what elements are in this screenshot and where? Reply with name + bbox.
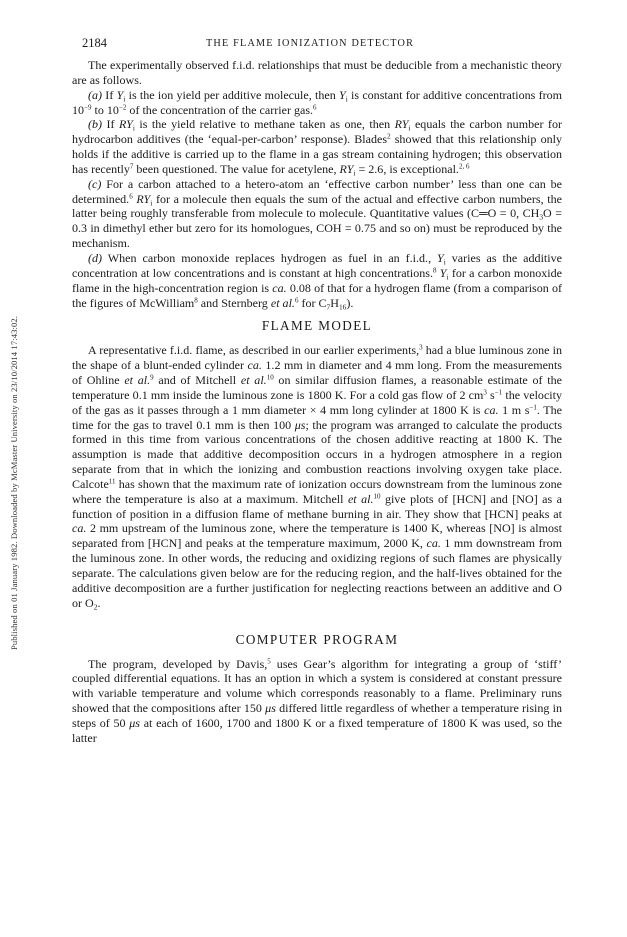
running-title: THE FLAME IONIZATION DETECTOR <box>206 38 415 49</box>
section-heading-flame-model: FLAME MODEL <box>261 318 373 334</box>
paragraph-b: (b) If $RY_i$ is the yield relative to methane taken as one, then $RY_i$ equals the carbon number for hydrocarbon additives (the ‘equal-per-carbon’ response). Blades$^2$ showed that this relationship only holds if the additive is carried up to the flame in a gas stream containing hydrogen; this observation has recently$^7$ been questioned. The value for acetylene, $RY_i = 2.6$, is exceptional.$^{2, 6}$ <box>72 117 562 178</box>
journal-page <box>72 36 562 746</box>
computer-program-paragraph: The program, developed by Davis,$^5$ uses Gear’s algorithm for integrating a group of ‘stiff’ coupled differential equations. It has an option in which a system is considered at constant pressure with variable temperature and volume which corresponds reasonably to a flame. Preliminary runs showed that the compositions after 150 μs differed little regardless of whether a temperature rising in steps of 50 μs at each of 1600, 1700 and 1800 K or a fixed temperature of 1800 K was used, so the latter <box>72 656 562 745</box>
flame-model-paragraph: A representative f.i.d. flame, as described in our earlier experiments,$^3$ had a blue luminous zone in the shape of a blunt-ended cylinder ca. 1.2 mm in diameter and 4 mm long. From the measurements of Ohline et al.$^9$ and of Mitchell et al.$^{10}$ on similar diffusion flames, a reasonable estimate of the temperature 0.1 mm inside the luminous zone is 1800 K. For a cold gas flow of 2 $cm^3$ $s^{-1}$ the velocity of the gas as it passes through a 1 mm diameter × 4 mm long cylinder at 1800 K is ca. 1 m $s^{-1}$. The time for the gas to travel 0.1 mm is then 100 μs; the program was arranged to calculate the products formed in this time from various concentrations of the chosen additive reacting at 1800 K. The assumption is made that additive decomposition occurs in a hydrogen atmosphere in a region separate from that in which the ionizing and combustion reactions involving oxygen take place. Calcote$^{11}$ has shown that the maximum rate of ionization occurs downstream from the luminous zone where the temperature is also at a maximum. Mitchell et al.$^{10}$ give plots of [HCN] and [NO] as a function of position in a diffusion flame of methane burning in air. They show that [HCN] peaks at ca. 2 mm upstream of the luminous zone, where the temperature is 1400 K, whereas [NO] is almost separated from [HCN] and peaks at the temperature maximum, 2000 K, ca. 1 mm downstream from the luminous zone. In other words, the reducing and oxidizing regions of such flames are physically separate. The calculations given below are for the reducing region, and the half-lives obtained for the additive decomposition are a further justification for neglecting reactions between an additive and O or $O_2$. <box>72 343 563 612</box>
paragraph-d: (d) When carbon monoxide replaces hydrogen as fuel in an f.i.d., $Y_i$ varies as the additive concentration at low concentrations and is constant at high concentrations.$^8$ $Y_i$ for a carbon monoxide flame in the high-concentration region is ca. 0.08 of that for a hydrogen flame (from a comparison of the figures of McWilliam$^8$ and Sternberg et al.$^6$ for $C_7H_{16}$). <box>72 250 562 311</box>
running-head <box>72 36 562 52</box>
paragraph-c: (c) For a carbon attached to a hetero-atom an ‘effective carbon number’ less than one can be determined.$^6$ $RY_i$ for a molecule then equals the sum of the actual and effective carbon numbers, the latter being roughly transferable from molecule to molecule. Quantitative values (C═O = 0, $CH_3O = 0.3$ in dimethyl ether but zero for its homologues, COH = 0.75 and so on) must be reproduced by the mechanism. <box>72 176 563 251</box>
page-number: 2184 <box>82 36 107 50</box>
download-notice: Published on 01 January 1982. Downloaded by McMaster University on 23/10/2014 17:43:02. <box>9 315 19 650</box>
section-heading-computer-program: COMPUTER PROGRAM <box>235 631 399 647</box>
paragraph-a: (a) If $Y_i$ is the ion yield per additive molecule, then $Y_i$ is constant for additive concentrations from $10^{-9}$ to $10^{-2}$ of the concentration of the carrier gas.$^6$ <box>72 87 563 117</box>
intro-paragraph: The experimentally observed f.i.d. relationships that must be deducible from a mechanistic theory are as follows. <box>72 58 562 87</box>
